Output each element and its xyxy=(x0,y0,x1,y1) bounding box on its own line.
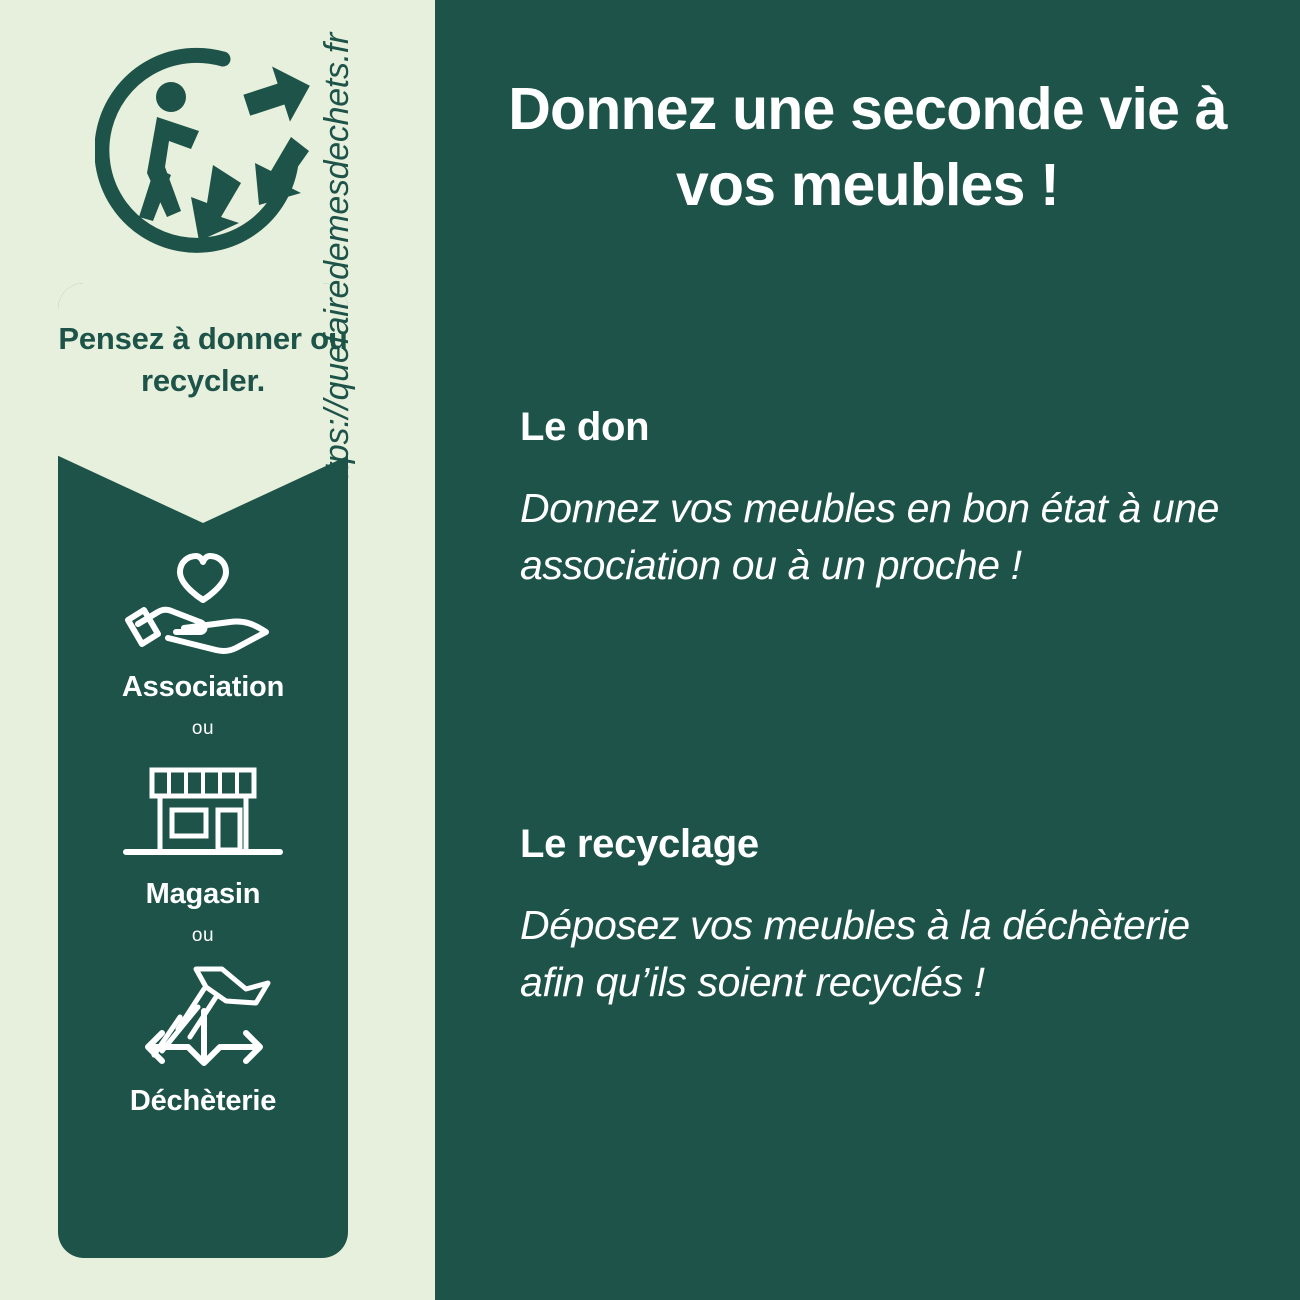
step-label: Association xyxy=(121,671,285,703)
step-separator: ou xyxy=(191,718,215,739)
section-heading: Le don xyxy=(520,405,650,449)
steps-list xyxy=(58,545,348,1118)
step-label: Magasin xyxy=(145,878,261,910)
section-recyclage xyxy=(520,822,1220,1012)
step-separator: ou xyxy=(191,925,215,946)
list-item xyxy=(58,545,348,704)
website-url[interactable]: https://quefairedemesdechets.fr xyxy=(318,33,356,500)
section-body: Donnez vos meubles en bon état à une association ou à un proche ! xyxy=(520,485,1220,589)
recycling-person-logo-icon xyxy=(95,45,335,260)
list-item xyxy=(58,959,348,1118)
page-title: Donnez une seconde vie à vos meubles ! xyxy=(508,76,1227,218)
step-label: Déchèterie xyxy=(129,1085,277,1117)
store-icon xyxy=(58,752,348,872)
section-don xyxy=(520,405,1220,595)
right-panel xyxy=(435,0,1300,1300)
hand-heart-icon xyxy=(58,545,348,665)
left-panel xyxy=(0,0,435,1300)
waste-collection-icon xyxy=(58,959,348,1079)
banner-text: Pensez à donner ou recycler. xyxy=(58,321,348,399)
list-item xyxy=(58,752,348,911)
section-body: Déposez vos meubles à la déchèterie afin qu’ils soient recyclés ! xyxy=(520,902,1190,1006)
section-heading: Le recyclage xyxy=(520,822,759,866)
